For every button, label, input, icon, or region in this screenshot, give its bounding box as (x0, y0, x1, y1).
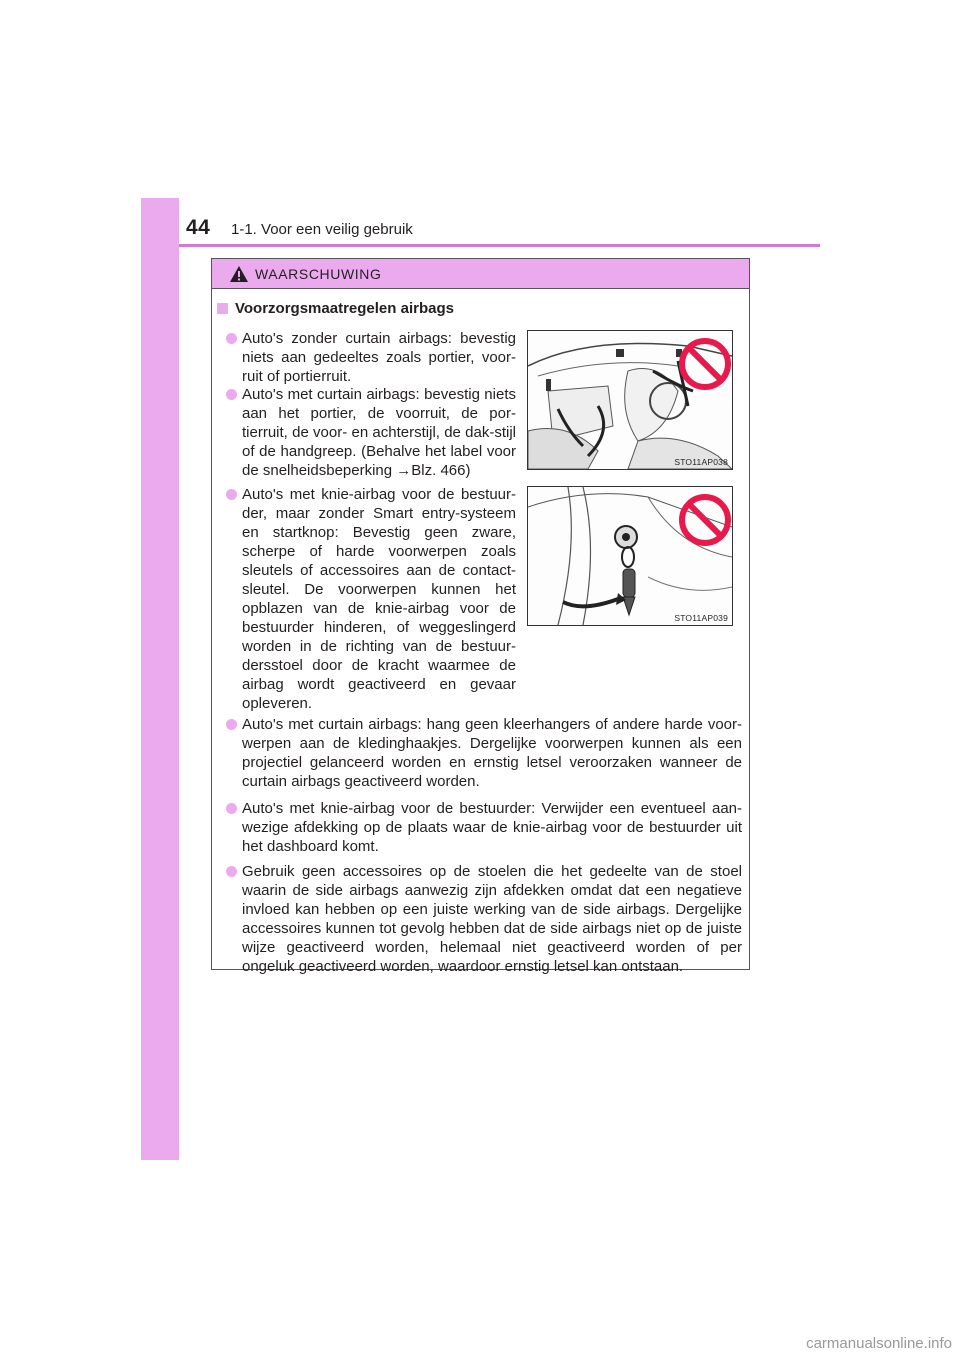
prohibited-icon (678, 337, 732, 391)
bullet-item: Gebruik geen accessoires op de stoelen die het gedeelte van de stoel waarin de side airbags aanwezig zijn afdekken omdat dat een negatieve invloed kan hebben op een juiste werking van de side airbags. Dergelijke accessoires kunnen tot gevolg hebben dat de side airbags niet op de juiste wijze geactiveerd worden, helemaal niet geactiveerd worden of per ongeluk geactiveerd worden, waardoor ernstig letsel kan ontstaan. (242, 862, 742, 976)
bullet-dot-icon (226, 489, 237, 500)
bullet-item: Auto's met knie-airbag voor de bestuur-der, maar zonder Smart entry-systeem en startknop: Bevestig geen zware, scherpe of harde voorwerpen zoals sleutels of accessoires aan de contact-sleutel. De voorwerpen kunnen het opblazen van de knie-airbag voor de bestuurder hinderen, of weggeslingerd worden in de richting van de bestuur-dersstoel door de kracht waarmee de airbag wordt geactiveerd en gevaar opleveren. (242, 485, 516, 713)
watermark: carmanualsonline.info (806, 1335, 952, 1352)
illustration-knee-airbag (527, 486, 733, 626)
warning-box (211, 258, 750, 975)
warning-title: WAARSCHUWING (255, 265, 382, 282)
illustration-code: STO11AP038 (674, 457, 728, 467)
prohibited-icon (678, 493, 732, 547)
header-rule (179, 244, 820, 247)
warning-triangle-icon (229, 265, 249, 283)
warning-header (212, 259, 749, 289)
side-tab (141, 198, 179, 1160)
bullet-dot-icon (226, 333, 237, 344)
square-bullet-icon (217, 303, 228, 314)
subheading-text: Voorzorgsmaatregelen airbags (235, 300, 454, 317)
bullet-dot-icon (226, 389, 237, 400)
bullet-item: Auto's met knie-airbag voor de bestuurder: Verwijder een eventueel aan-wezige afdekking op de plaats waar de knie-airbag voor de bestuurder uit het dashboard komt. (242, 799, 742, 856)
bullet-dot-icon (226, 866, 237, 877)
illustration-curtain-airbag (527, 330, 733, 470)
subheading (217, 300, 454, 317)
bullet-dot-icon (226, 719, 237, 730)
section-title: 1-1. Voor een veilig gebruik (231, 221, 413, 238)
page-number: 44 (186, 216, 211, 239)
bullet-item: Auto's zonder curtain airbags: bevestig niets aan gedeeltes zoals portier, voor-ruit of portierruit. (242, 329, 516, 386)
bullet-item: Auto's met curtain airbags: bevestig niets aan het portier, de voorruit, de por-tierruit, de voor- en achterstijl, de dak-stijl of de handgreep. (Behalve het label voor de snelheidsbeperking →Blz. 466) (242, 385, 516, 480)
bullet-dot-icon (226, 803, 237, 814)
bullet-item: Auto's met curtain airbags: hang geen kleerhangers of andere harde voor-werpen aan de kledinghaakjes. Dergelijke voorwerpen kunnen als een projectiel gelanceerd worden en ernstig letsel veroorzaken wanneer de curtain airbags geactiveerd worden. (242, 715, 742, 791)
illustration-code: STO11AP039 (674, 613, 728, 623)
